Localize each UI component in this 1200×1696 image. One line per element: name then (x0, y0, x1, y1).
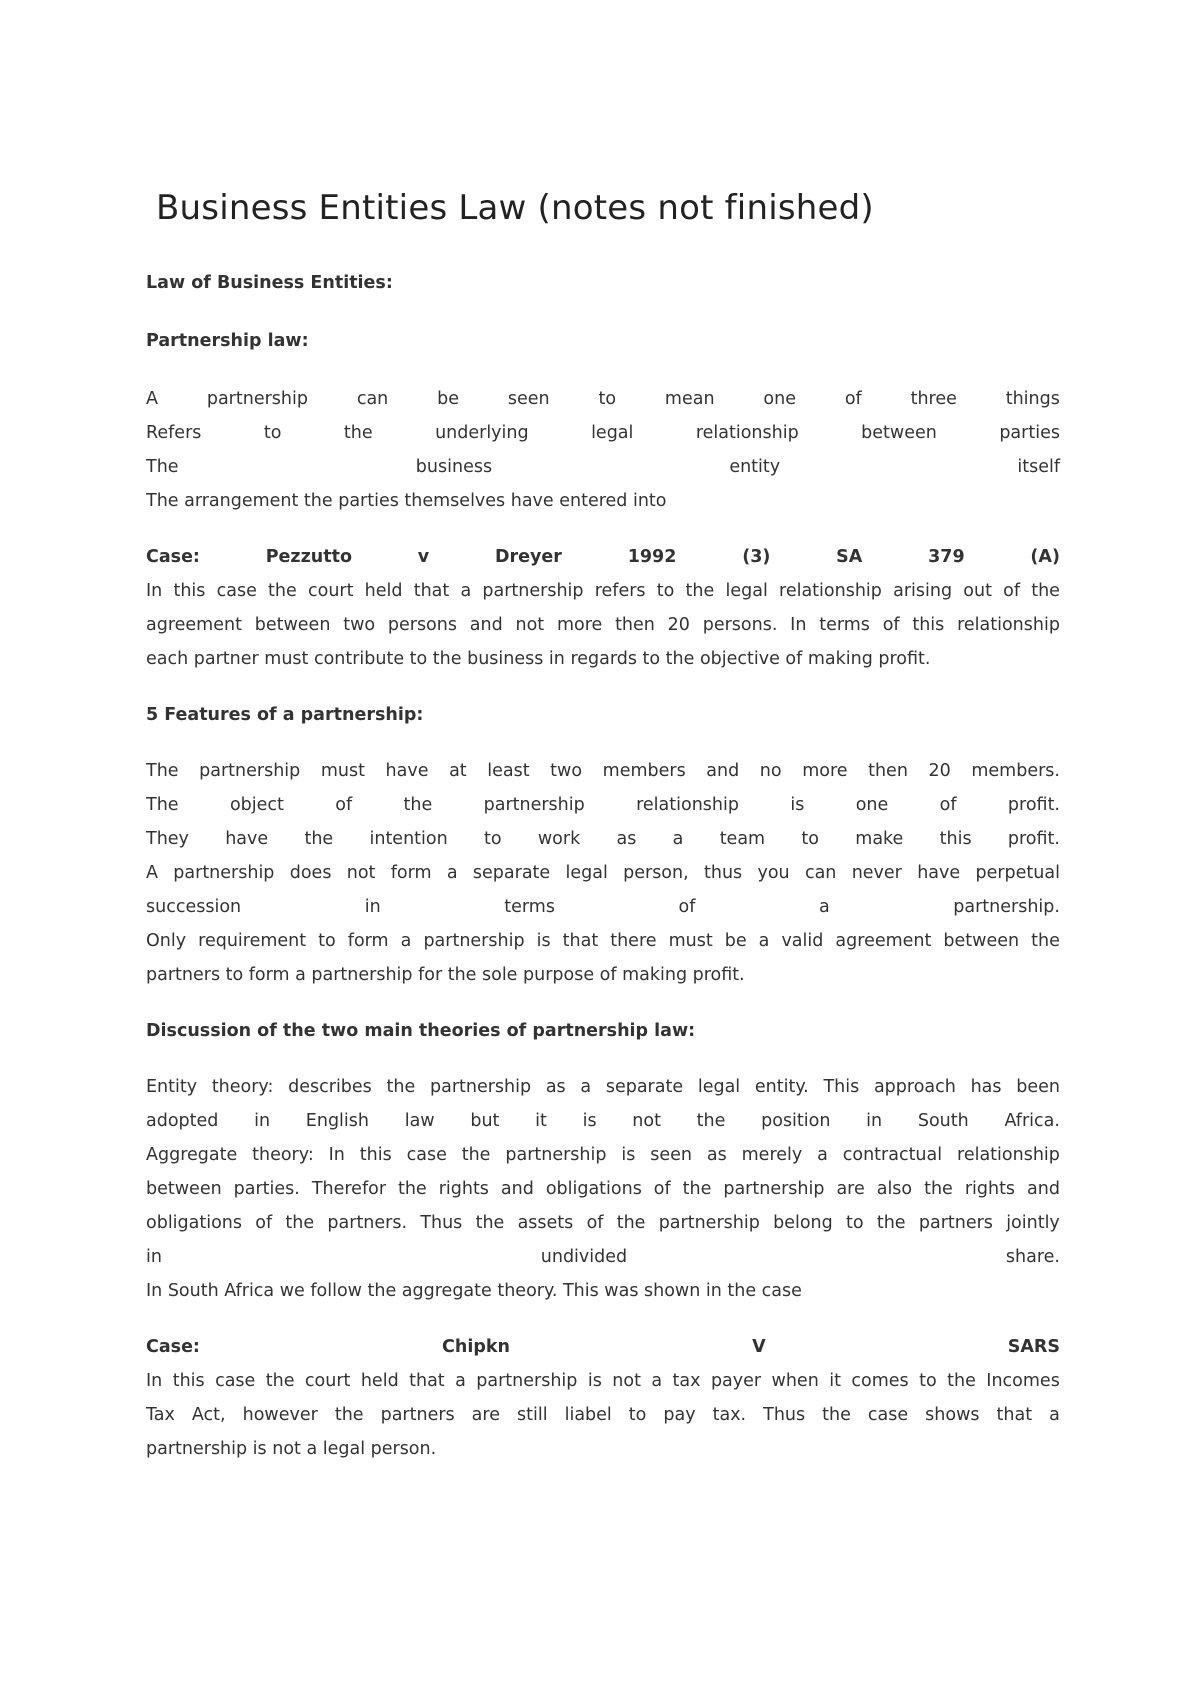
word: it (829, 1371, 841, 1391)
word: of (255, 1213, 273, 1233)
word: belong (773, 1213, 833, 1233)
word: the (682, 1179, 712, 1199)
word: underlying (435, 423, 529, 443)
word: the (403, 795, 433, 815)
heading-features: 5 Features of a partnership: (146, 705, 424, 725)
word: then (615, 615, 655, 635)
word: does (289, 863, 332, 883)
word: are (836, 1179, 865, 1199)
word: in (364, 897, 381, 917)
word: the (268, 581, 297, 601)
word: rights (964, 1179, 1016, 1199)
word: contractual (842, 1145, 943, 1165)
word: case (216, 581, 257, 601)
word: In (328, 1145, 345, 1165)
paragraph-line (146, 574, 1060, 608)
word: They (146, 829, 189, 849)
word: held (360, 1371, 399, 1391)
paragraph-line (146, 1172, 1060, 1206)
word: and (500, 1179, 534, 1199)
word: arising (893, 581, 953, 601)
word: of (939, 795, 957, 815)
word: members. (971, 761, 1060, 781)
word: parties. (233, 1179, 300, 1199)
word: The (146, 795, 179, 815)
word: relationship (695, 423, 799, 443)
word: of (844, 389, 862, 409)
word: never (851, 863, 902, 883)
word: Case: (146, 547, 200, 567)
word: in (866, 1111, 883, 1131)
word: Only (146, 931, 187, 951)
word: make (855, 829, 904, 849)
word: this (173, 581, 206, 601)
word: partners. (327, 1213, 408, 1233)
word: this (172, 1371, 205, 1391)
word: the (265, 1371, 295, 1391)
paragraph-line (146, 1104, 1060, 1138)
word: partners (380, 1405, 455, 1425)
word: can (804, 863, 837, 883)
word: work (537, 829, 581, 849)
word: is (790, 795, 805, 815)
paragraph-line (146, 382, 1060, 416)
word: there (610, 931, 657, 951)
word: to (318, 931, 336, 951)
word: that (562, 931, 599, 951)
word: the (461, 1145, 491, 1165)
word: is (536, 931, 551, 951)
word: v (417, 547, 430, 567)
features-paragraph (146, 754, 1060, 992)
word: of (653, 1179, 671, 1199)
word: partnership (173, 863, 275, 883)
word: business (415, 457, 493, 477)
word: jointly (1006, 1213, 1060, 1233)
word: partnership. (953, 897, 1060, 917)
word: a (672, 829, 684, 849)
word: (A) (1030, 547, 1060, 567)
word: shows (925, 1405, 980, 1425)
word: The (146, 457, 179, 477)
word: entity. (754, 1077, 809, 1097)
word: seen (507, 389, 550, 409)
word: be (724, 931, 747, 951)
word: relationship (636, 795, 739, 815)
word: 20 (928, 761, 951, 781)
paragraph-line (146, 822, 1060, 856)
heading-partnership-law: Partnership law: (146, 331, 309, 351)
word: Aggregate (146, 1145, 238, 1165)
word: have (917, 863, 961, 883)
word: tax (672, 1371, 701, 1391)
word: Entity (146, 1077, 198, 1097)
word: comes (851, 1371, 909, 1391)
word: between (254, 615, 331, 635)
theories-paragraph (146, 1070, 1060, 1308)
word: partnership (658, 1213, 760, 1233)
word: can (356, 389, 389, 409)
word: rights (438, 1179, 489, 1199)
word: Dreyer (494, 547, 562, 567)
word: the (685, 581, 715, 601)
word: theory: (211, 1077, 274, 1097)
paragraph-line (146, 450, 1060, 484)
paragraph-line (146, 924, 1060, 958)
word: case (867, 1405, 909, 1425)
word: court (307, 581, 354, 601)
word: form (347, 931, 389, 951)
paragraph-line (146, 1206, 1060, 1240)
word: and (706, 761, 740, 781)
word: succession (146, 897, 242, 917)
word: to (919, 1371, 937, 1391)
word: least (487, 761, 530, 781)
word: parties (999, 423, 1060, 443)
paragraph-line (146, 788, 1060, 822)
word: held (364, 581, 403, 601)
paragraph-line (146, 1240, 1060, 1274)
word: as (616, 829, 637, 849)
word: the (285, 1213, 315, 1233)
word: 20 (667, 615, 690, 635)
word: obligations (146, 1213, 243, 1233)
word: the (304, 829, 334, 849)
word: this (939, 829, 972, 849)
word: Thus (763, 1405, 806, 1425)
word: partnership (199, 761, 301, 781)
word: adopted (146, 1111, 219, 1131)
word: the (397, 1179, 427, 1199)
word: undivided (540, 1247, 628, 1267)
paragraph-line (146, 856, 1060, 890)
word: a (446, 863, 458, 883)
word: intention (369, 829, 448, 849)
word: between (943, 931, 1020, 951)
paragraph-line (146, 608, 1060, 642)
paragraph-line (146, 416, 1060, 450)
word: a (758, 931, 770, 951)
word: that (413, 581, 450, 601)
word: mean (664, 389, 715, 409)
word: relationship (957, 1145, 1060, 1165)
word: and (469, 615, 503, 635)
word: two (343, 615, 376, 635)
word: the (616, 1213, 646, 1233)
word: legal (697, 1077, 741, 1097)
word: agreement (146, 615, 242, 635)
word: in (146, 1247, 162, 1267)
word: Therefor (311, 1179, 387, 1199)
word: of (678, 897, 696, 917)
word: legal (725, 581, 768, 601)
word: the (876, 1213, 906, 1233)
word: been (1016, 1077, 1060, 1097)
word: this (912, 615, 945, 635)
word: terms (819, 615, 870, 635)
word: as (545, 1077, 566, 1097)
word: three (910, 389, 957, 409)
word: position (761, 1111, 831, 1131)
word: pay (663, 1405, 696, 1425)
word: relationship (779, 581, 882, 601)
word: when (771, 1371, 819, 1391)
word: agreement (835, 931, 932, 951)
word: the (1031, 581, 1060, 601)
word: relationship (957, 615, 1060, 635)
word: have (385, 761, 429, 781)
document-title: Business Entities Law (notes not finished) (156, 188, 874, 228)
word: A (146, 863, 158, 883)
paragraph-line (146, 1398, 1060, 1432)
heading-law-of-business-entities: Law of Business Entities: (146, 273, 393, 293)
paragraph-line (146, 1070, 1060, 1104)
word: more (802, 761, 848, 781)
word: a (580, 1077, 592, 1097)
word: partnership (723, 1179, 825, 1199)
word: SA (836, 547, 863, 567)
word: A (146, 389, 158, 409)
word: a (455, 1371, 466, 1391)
word: tax. (712, 1405, 747, 1425)
word: partnership (482, 581, 584, 601)
word: SARS (1007, 1337, 1060, 1357)
word: a (651, 1371, 663, 1391)
word: out (963, 581, 992, 601)
case1-paragraph (146, 574, 1060, 676)
word: between (146, 1179, 222, 1199)
paragraph-line: The arrangement the parties themselves have entered into (146, 491, 667, 511)
word: this (359, 1145, 392, 1165)
word: a (1049, 1405, 1060, 1425)
word: perpetual (975, 863, 1060, 883)
word: more (556, 615, 603, 635)
word: things (1005, 389, 1060, 409)
word: and (1027, 1179, 1060, 1199)
word: the (947, 1371, 976, 1391)
word: the (924, 1179, 953, 1199)
word: the (1031, 931, 1060, 951)
paragraph-line: In South Africa we follow the aggregate theory. This was shown in the case (146, 1281, 802, 1301)
word: thus (704, 863, 743, 883)
word: of (1003, 581, 1021, 601)
word: is (582, 1111, 597, 1131)
word: two (550, 761, 583, 781)
word: a (400, 931, 412, 951)
word: the (343, 423, 373, 443)
word: case (215, 1371, 256, 1391)
word: Pezzutto (265, 547, 352, 567)
word: Chipkn (442, 1337, 510, 1357)
word: partners (918, 1213, 993, 1233)
word: between (861, 423, 937, 443)
word: the (696, 1111, 726, 1131)
word: still (517, 1405, 548, 1425)
paragraph-line (146, 890, 1060, 924)
word: partnership (423, 931, 525, 951)
word: separate (605, 1077, 684, 1097)
paragraph-line: partnership is not a legal person. (146, 1439, 437, 1459)
word: to (483, 829, 502, 849)
word: not (515, 615, 545, 635)
word: In (146, 581, 163, 601)
word: of (586, 1213, 604, 1233)
word: but (470, 1111, 500, 1131)
word: partnership (483, 795, 585, 815)
word: 1992 (627, 547, 677, 567)
meanings-paragraph (146, 382, 1060, 518)
word: a (817, 1145, 828, 1165)
word: one (855, 795, 889, 815)
word: share. (1005, 1247, 1060, 1267)
word: The (146, 761, 179, 781)
paragraph-line (146, 1364, 1060, 1398)
word: Thus (420, 1213, 463, 1233)
word: to (846, 1213, 864, 1233)
word: team (719, 829, 766, 849)
word: valid (781, 931, 824, 951)
word: Case: (146, 1337, 200, 1357)
word: approach (873, 1077, 956, 1097)
word: assets (517, 1213, 574, 1233)
word: seen (650, 1145, 692, 1165)
word: a (460, 581, 472, 601)
word: partnership (206, 389, 308, 409)
word: profit. (1007, 829, 1060, 849)
word: Africa. (1004, 1111, 1060, 1131)
heading-theories: Discussion of the two main theories of partnership law: (146, 1021, 696, 1041)
word: 379 (928, 547, 965, 567)
word: then (868, 761, 908, 781)
word: South (917, 1111, 969, 1131)
word: legal (591, 423, 634, 443)
word: to (598, 389, 617, 409)
word: case (406, 1145, 447, 1165)
word: to (801, 829, 819, 849)
word: have (225, 829, 269, 849)
word: persons. (702, 615, 778, 635)
word: merely (741, 1145, 803, 1165)
word: of (882, 615, 900, 635)
word: V (752, 1337, 766, 1357)
word: not (612, 1371, 641, 1391)
word: not (632, 1111, 661, 1131)
word: liabel (564, 1405, 612, 1425)
word: partnership (476, 1371, 578, 1391)
word: the (475, 1213, 505, 1233)
paragraph-line: partners to form a partnership for the sole purpose of making profit. (146, 965, 745, 985)
word: Tax (146, 1405, 175, 1425)
word: describes (288, 1077, 372, 1097)
paragraph-line: each partner must contribute to the business in regards to the objective of making profit. (146, 649, 931, 669)
word: court (304, 1371, 351, 1391)
word: is (621, 1145, 636, 1165)
word: however (242, 1405, 318, 1425)
word: no (759, 761, 782, 781)
word: to (656, 581, 675, 601)
word: to (263, 423, 282, 443)
word: payer (710, 1371, 762, 1391)
word: obligations (545, 1179, 642, 1199)
word: that (409, 1371, 445, 1391)
word: In (146, 1371, 163, 1391)
word: separate (472, 863, 551, 883)
word: legal (565, 863, 608, 883)
word: you (757, 863, 790, 883)
word: that (996, 1405, 1033, 1425)
word: one (763, 389, 796, 409)
word: be (437, 389, 459, 409)
word: has (970, 1077, 1002, 1097)
word: profit. (1007, 795, 1060, 815)
word: terms (504, 897, 555, 917)
word: partnership (505, 1145, 607, 1165)
word: must (320, 761, 365, 781)
word: are (471, 1405, 500, 1425)
word: it (535, 1111, 547, 1131)
word: as (706, 1145, 727, 1165)
word: the (386, 1077, 416, 1097)
word: English (305, 1111, 369, 1131)
word: object (229, 795, 284, 815)
case-citation-chipkn (146, 1330, 1060, 1364)
word: also (876, 1179, 913, 1199)
word: of (335, 795, 353, 815)
word: theory: (252, 1145, 314, 1165)
word: In (790, 615, 807, 635)
word: is (587, 1371, 602, 1391)
word: to (628, 1405, 647, 1425)
word: person, (623, 863, 689, 883)
word: partnership (429, 1077, 532, 1097)
word: refers (594, 581, 646, 601)
word: Incomes (986, 1371, 1060, 1391)
word: must (668, 931, 713, 951)
word: (3) (742, 547, 771, 567)
word: persons (387, 615, 457, 635)
word: a (818, 897, 830, 917)
word: members (602, 761, 686, 781)
word: itself (1017, 457, 1060, 477)
word: This (823, 1077, 860, 1097)
word: the (822, 1405, 851, 1425)
word: the (334, 1405, 364, 1425)
word: Act, (191, 1405, 226, 1425)
word: not (346, 863, 376, 883)
word: law (404, 1111, 435, 1131)
word: form (390, 863, 432, 883)
case-citation-pezzutto (146, 540, 1060, 574)
case2-paragraph (146, 1364, 1060, 1466)
word: entity (729, 457, 781, 477)
paragraph-line (146, 1138, 1060, 1172)
document-page (146, 188, 1060, 1466)
word: requirement (198, 931, 307, 951)
word: in (254, 1111, 271, 1131)
paragraph-line (146, 754, 1060, 788)
word: Refers (146, 423, 202, 443)
word: at (449, 761, 467, 781)
